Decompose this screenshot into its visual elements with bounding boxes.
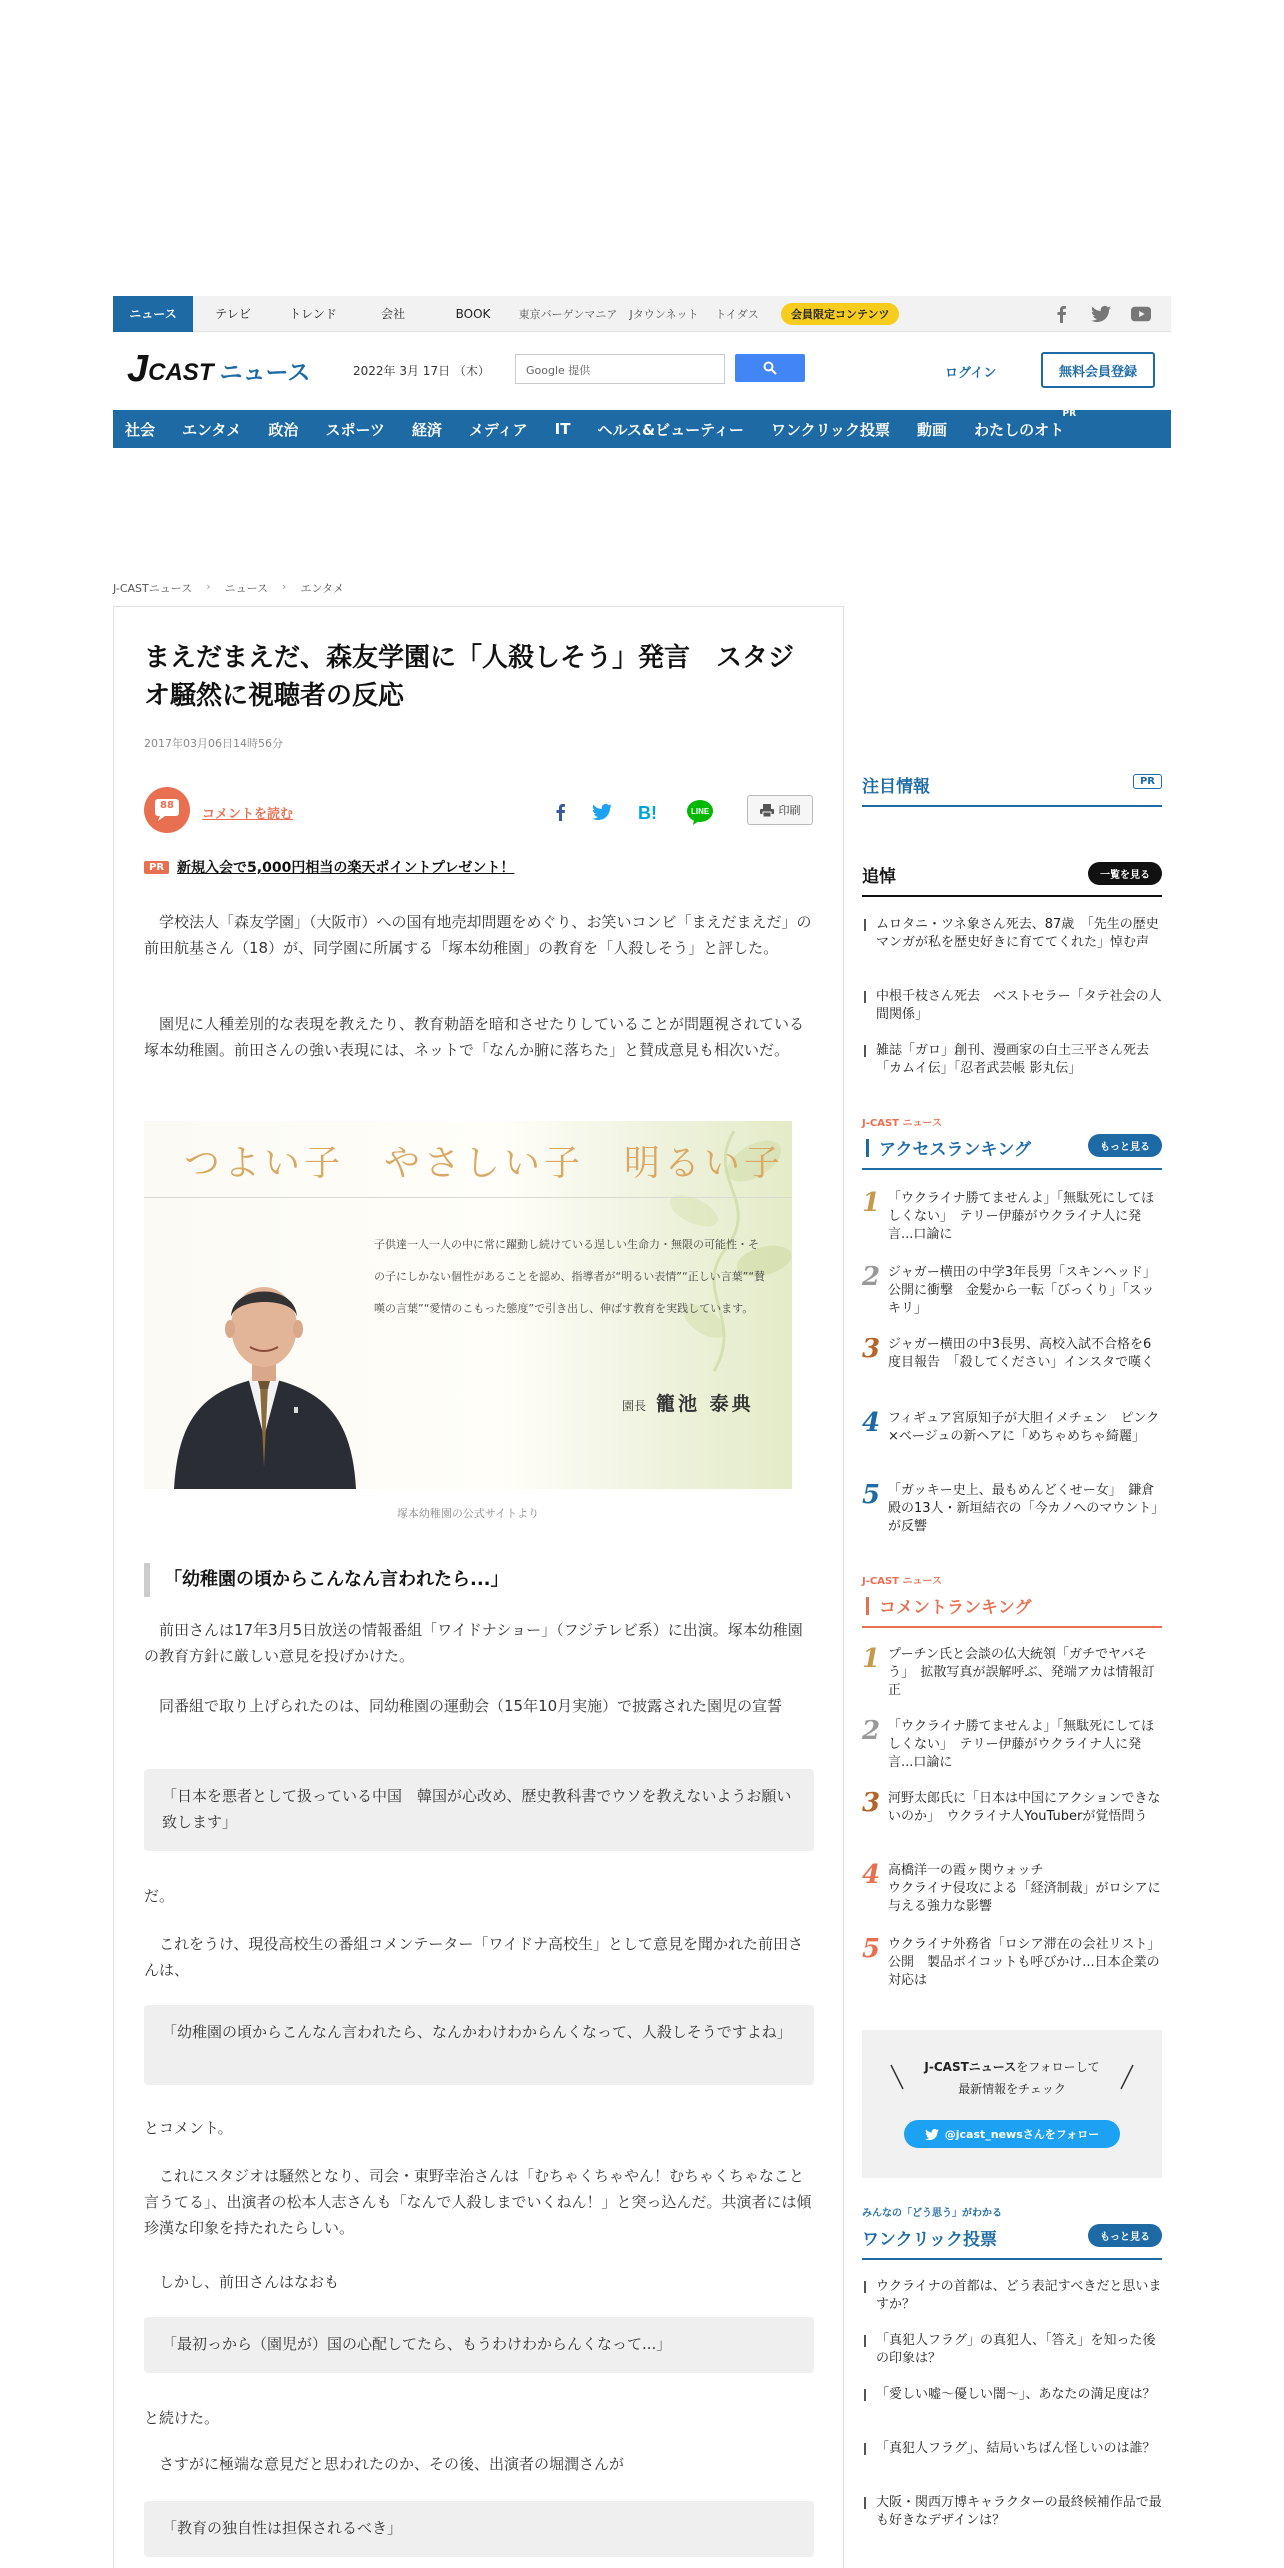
comment-ranking-section — [862, 1572, 1162, 1628]
rank-number: 2 — [862, 1716, 881, 1746]
vote-item[interactable]: 「真犯人フラグ」、結局いちばん怪しいのは誰？ — [862, 2440, 1162, 2458]
article-paragraph: だ。 — [144, 1887, 175, 1905]
access-rank-item[interactable] — [862, 1480, 1162, 1536]
pr-label: PR — [1062, 408, 1077, 419]
quote-block: 「最初っから（園児が）国の心配してたら、もうわけわからんくなって...」 — [144, 2317, 814, 2373]
vote-item[interactable]: 「真犯人フラグ」の真犯人、「答え」を知った後の印象は？ — [862, 2332, 1162, 2368]
topnav-bargain[interactable]: 東京バーゲンマニア — [518, 307, 618, 321]
comment-rank-item[interactable] — [862, 1934, 1162, 1990]
access-ranking-section — [862, 1114, 1162, 1170]
article-headline: まえだまえだ、森友学園に「人殺しそう」発言 スタジオ騒然に視聴者の反応 — [144, 643, 795, 711]
topnav-tv[interactable]: テレビ — [215, 307, 251, 321]
top-nav — [113, 296, 1171, 332]
cat-watashi-label: わたしのオト — [974, 420, 1065, 439]
hero-title: つよい子 やさしい子 明るい子 — [184, 1143, 785, 1184]
vote-kicker: みんなの「どう思う」がわかる — [862, 2208, 1002, 2219]
rank-number: 3 — [862, 1334, 881, 1364]
cat-sports[interactable]: スポーツ — [325, 420, 385, 439]
rank-text: ジャガー横田の中3長男、高校入試不合格を6度目報告 「殺してください」インスタで嘆く — [888, 1337, 1155, 1370]
article-paragraph: 園児に人種差別的な表現を教えたり、教育勅語を暗和させたりしていることが問題視されている塚本幼稚園。前田さんの強い表現には、ネットで「なんか腑に落ちた」と賛成意見も相次いだ。 — [144, 1015, 805, 1059]
facebook-icon[interactable] — [1051, 304, 1071, 324]
breadcrumb-home[interactable]: J-CASTニュース — [113, 582, 193, 595]
social-links — [1051, 304, 1151, 324]
article-paragraph: とコメント。 — [144, 2119, 233, 2137]
article-paragraph: これをうけ、現役高校生の番組コメンテーター「ワイドナ高校生」として意見を聞かれた前田さんは、 — [144, 1935, 803, 1979]
access-underline — [862, 1168, 1162, 1170]
cat-entame[interactable]: エンタメ — [182, 420, 242, 439]
access-more-button[interactable]: もっと見る — [1088, 1134, 1162, 1157]
search-input[interactable]: Google 提供 — [515, 354, 725, 384]
follow-brand: J-CASTニュース — [924, 2060, 1017, 2074]
access-rank-item[interactable] — [862, 1262, 1162, 1318]
obituary-list-button[interactable]: 一覧を見る — [1088, 862, 1162, 885]
ranking-icon — [866, 1139, 869, 1157]
rank-number: 2 — [862, 1262, 881, 1292]
twitter-share-icon[interactable] — [592, 804, 612, 820]
cat-economy[interactable]: 経済 — [411, 420, 442, 439]
cat-video[interactable]: 動画 — [917, 420, 948, 439]
share-buttons — [554, 799, 714, 825]
promo-text[interactable]: 新規入会で5,000円相当の楽天ポイントプレゼント！ — [177, 860, 515, 876]
comment-rank-item[interactable] — [862, 1716, 1162, 1772]
article-paragraph: 前田さんは17年3月5日放送の情報番組「ワイドナショー」（フジテレビ系）に出演。塚本幼稚園の教育方針に厳しい意見を投げかけた。 — [144, 1621, 803, 1665]
hero-body: 子供達一人一人の中に常に躍動し続けている逞しい生命力・無限の可能性・その子にしかない個性があることを認め、指導者が“明るい表情”“正しい言葉”“賛嘆の言葉”“愛情のこもった態度”で引き出し、伸ばす教育を実践しています。 — [374, 1238, 766, 1315]
hero-signature — [622, 1389, 754, 1416]
rank-text: 「ウクライナ勝てませんよ」「無駄死にしてほしくない」 テリー伊藤がウクライナ人に発言...口論に — [888, 1719, 1155, 1770]
category-nav — [113, 410, 1171, 448]
quote-block: 「幼稚園の頃からこんなん言われたら、なんかわけわからんくなって、人殺しそうですよね」 — [144, 2005, 814, 2085]
article-paragraph: しかし、前田さんはなおも — [144, 2273, 340, 2291]
obituary-title: 追悼 — [862, 867, 896, 887]
rank-number: 5 — [862, 1480, 881, 1510]
follow-line2: 最新情報をチェック — [958, 2082, 1066, 2096]
vote-title: ワンクリック投票 — [862, 2230, 997, 2250]
obituary-item[interactable]: 中根千枝さん死去 ベストセラー「タテ社会の人間関係」 — [862, 988, 1162, 1024]
comment-underline — [862, 1626, 1162, 1628]
access-rank-item[interactable] — [862, 1334, 1162, 1372]
logo-j: J — [127, 348, 149, 390]
rank-text: ウクライナ外務省「ロシア滞在の会社リスト」公開 製品ボイコットも呼びかけ...日本企業の対応は — [888, 1937, 1161, 1988]
facebook-share-icon[interactable] — [554, 802, 566, 822]
twitter-follow-label: @jcast_newsさんをフォロー — [944, 2128, 1100, 2141]
cat-health[interactable]: ヘルス&ビューティー — [597, 420, 744, 439]
attention-underline — [862, 805, 1162, 807]
article-paragraph: と続けた。 — [144, 2409, 220, 2427]
obituary-item[interactable]: ムロタニ・ツネ象さん死去、87歳 「先生の歴史マンガが私を歴史好きに育ててくれた」悼む声 — [862, 916, 1162, 952]
topnav-book[interactable]: BOOK — [455, 306, 491, 321]
hero-divider — [144, 1197, 792, 1198]
obituary-underline — [862, 895, 1162, 897]
rank-number: 1 — [862, 1644, 881, 1674]
hero-sign-name: 籠池 泰典 — [656, 1393, 754, 1415]
logo-cast: CAST — [148, 359, 214, 386]
rank-number: 4 — [862, 1408, 881, 1438]
printer-icon — [760, 804, 774, 817]
image-caption: 塚本幼稚園の公式サイトより — [396, 1507, 540, 1520]
read-comments-link[interactable]: コメントを読む — [202, 807, 294, 822]
cat-watashi[interactable] — [974, 408, 1077, 440]
comment-ranking-kicker: J-CAST ニュース — [862, 1576, 942, 1587]
comment-rank-item[interactable] — [862, 1788, 1162, 1826]
svg-text:B!: B! — [638, 803, 657, 821]
search-icon — [763, 361, 777, 375]
youtube-icon[interactable] — [1131, 304, 1151, 324]
site-header — [113, 340, 1171, 398]
print-label: 印刷 — [778, 804, 801, 817]
topnav-toidas[interactable]: トイダス — [715, 307, 759, 321]
vote-item[interactable]: 大阪・関西万博キャラクターの最終候補作品で最も好きなデザインは？ — [862, 2494, 1162, 2530]
breadcrumb-separator: › — [282, 580, 287, 593]
hero-sign-title: 園長 — [622, 1399, 647, 1413]
attention-section — [862, 772, 1162, 807]
vote-section — [862, 2204, 1162, 2260]
article-date: 2017年03月06日14時56分 — [144, 737, 283, 750]
rank-text: 「ウクライナ勝てませんよ」「無駄死にしてほしくない」 テリー伊藤がウクライナ人に発言...口論に — [888, 1191, 1155, 1242]
breadcrumb-news[interactable]: ニュース — [224, 582, 269, 595]
register-button[interactable]: 無料会員登録 — [1041, 352, 1155, 388]
access-rank-item[interactable] — [862, 1408, 1162, 1446]
search-button[interactable] — [735, 354, 805, 382]
follow-box — [862, 2030, 1162, 2178]
topnav-trend[interactable]: トレンド — [289, 307, 337, 321]
rank-text: 高橋洋一の霞ヶ関ウォッチ ウクライナ侵攻による「経済制裁」がロシアに与える強力な影響 — [888, 1863, 1161, 1914]
vote-item[interactable]: ウクライナの首都は、どう表記すべきだと思いますか？ — [862, 2278, 1162, 2314]
svg-text:LINE: LINE — [691, 807, 710, 816]
twitter-icon — [925, 2129, 939, 2140]
article-paragraph: さすがに極端な意見だと思われたのか、その後、出演者の堀潤さんが — [144, 2455, 625, 2473]
topnav-jtown[interactable]: Jタウンネット — [629, 307, 699, 321]
breadcrumb-separator: › — [206, 580, 211, 593]
article-paragraph: これにスタジオは騒然となり、司会・東野幸治さんは「むちゃくちゃやん！むちゃくちゃなこと言うてる」、出演者の松本人志さんも「なんで人殺しまでいくねん！」と突っ込んだ。共演者には傾珍漢な印象を持たれたらしい。 — [144, 2167, 812, 2237]
breadcrumb — [113, 580, 344, 596]
comment-ranking-title: コメントランキング — [879, 1598, 1032, 1618]
rank-number: 4 — [862, 1860, 881, 1890]
attention-pr-badge: PR — [1133, 774, 1162, 789]
quote-block: 「日本を悪者として扱っている中国 韓国が心改め、歴史教科書でウソを教えないようお願い致します」 — [144, 1769, 814, 1851]
rank-text: ジャガー横田の中学3年長男「スキンヘッド」公開に衝撃 金髪から一転「びっくり」「スッキリ」 — [888, 1265, 1156, 1316]
topnav-news[interactable]: ニュース — [113, 296, 193, 332]
twitter-follow-button[interactable] — [904, 2120, 1120, 2148]
follow-line1: をフォローして — [1016, 2060, 1100, 2074]
obituary-item[interactable]: 雑誌「ガロ」創刊、漫画家の白土三平さん死去 「カムイ伝」「忍者武芸帳 影丸伝」 — [862, 1042, 1162, 1078]
login-link[interactable]: ログイン — [945, 366, 997, 381]
rank-text: プーチン氏と会談の仏大統領「ガチでヤバそう」 拡散写真が誤解呼ぶ、発端アカは情報訂正 — [888, 1647, 1155, 1698]
obituary-section — [862, 862, 1162, 897]
topnav-company[interactable]: 会社 — [380, 307, 405, 321]
cat-media[interactable]: メディア — [468, 420, 528, 439]
twitter-icon[interactable] — [1091, 304, 1111, 324]
breadcrumb-entame[interactable]: エンタメ — [300, 582, 345, 595]
member-content-badge[interactable]: 会員限定コンテンツ — [781, 303, 899, 325]
vote-more-button[interactable]: もっと見る — [1088, 2224, 1162, 2247]
article-paragraph: 学校法人「森友学園」（大阪市）への国有地売却問題をめぐり、お笑いコンビ「まえだまえだ」の前田航基さん（18）が、同学園に所属する「塚本幼稚園」の教育を「人殺しそう」と評した。 — [144, 913, 812, 957]
access-ranking-kicker: J-CAST ニュース — [862, 1118, 942, 1129]
logo-news: ニュース — [219, 360, 311, 386]
line-share-icon[interactable] — [686, 799, 714, 825]
rank-text: 「ガッキー史上、最もめんどくせー女」 鎌倉殿の13人・新垣結衣の「今カノへのマウント」が反響 — [888, 1483, 1158, 1534]
print-button[interactable] — [747, 795, 813, 825]
article-paragraph: 同番組で取り上げられたのは、同幼稚園の運動会（15年10月実施）で披露された園児の宣誓 — [144, 1697, 783, 1715]
access-rank-item[interactable] — [862, 1188, 1162, 1244]
cat-society[interactable]: 社会 — [125, 420, 156, 439]
promo-banner[interactable] — [144, 857, 514, 877]
article-subheading: 「幼稚園の頃からこんなん言われたら...」 — [144, 1563, 814, 1597]
cat-oneclick-vote[interactable]: ワンクリック投票 — [770, 420, 891, 439]
rank-text: フィギュア宮原知子が大胆イメチェン ピンク×ベージュの新ヘアに「めちゃめちゃ綺麗」 — [888, 1411, 1160, 1444]
comment-count: 88 — [160, 800, 174, 811]
rank-number: 5 — [862, 1934, 881, 1964]
current-date: 2022年 3月 17日 （木） — [353, 364, 490, 378]
attention-title: 注目情報 — [862, 777, 930, 797]
rank-text: 河野太郎氏に「日本は中国にアクションできないのか」 ウクライナ人YouTuberが覚悟問う — [888, 1791, 1161, 1824]
comment-count-badge[interactable] — [144, 787, 190, 833]
article-image — [144, 1121, 792, 1489]
quote-block: 「教育の独自性は担保されるべき」 — [144, 2501, 814, 2557]
cat-politics[interactable]: 政治 — [268, 420, 299, 439]
comment-rank-item[interactable] — [862, 1644, 1162, 1700]
hatena-bookmark-icon[interactable] — [638, 803, 660, 821]
rank-number: 1 — [862, 1188, 881, 1218]
promo-pr-badge: PR — [144, 861, 169, 874]
access-ranking-title: アクセスランキング — [879, 1140, 1031, 1160]
cat-it[interactable]: IT — [554, 420, 571, 438]
rank-number: 3 — [862, 1788, 881, 1818]
comment-rank-item[interactable] — [862, 1860, 1162, 1916]
vote-underline — [862, 2258, 1162, 2260]
ranking-icon — [866, 1597, 869, 1615]
person-photo — [164, 1217, 364, 1489]
vote-item[interactable]: 「愛しい嘘～優しい闇～」、あなたの満足度は？ — [862, 2386, 1162, 2404]
jcast-logo[interactable] — [127, 350, 310, 388]
article — [113, 606, 844, 2568]
